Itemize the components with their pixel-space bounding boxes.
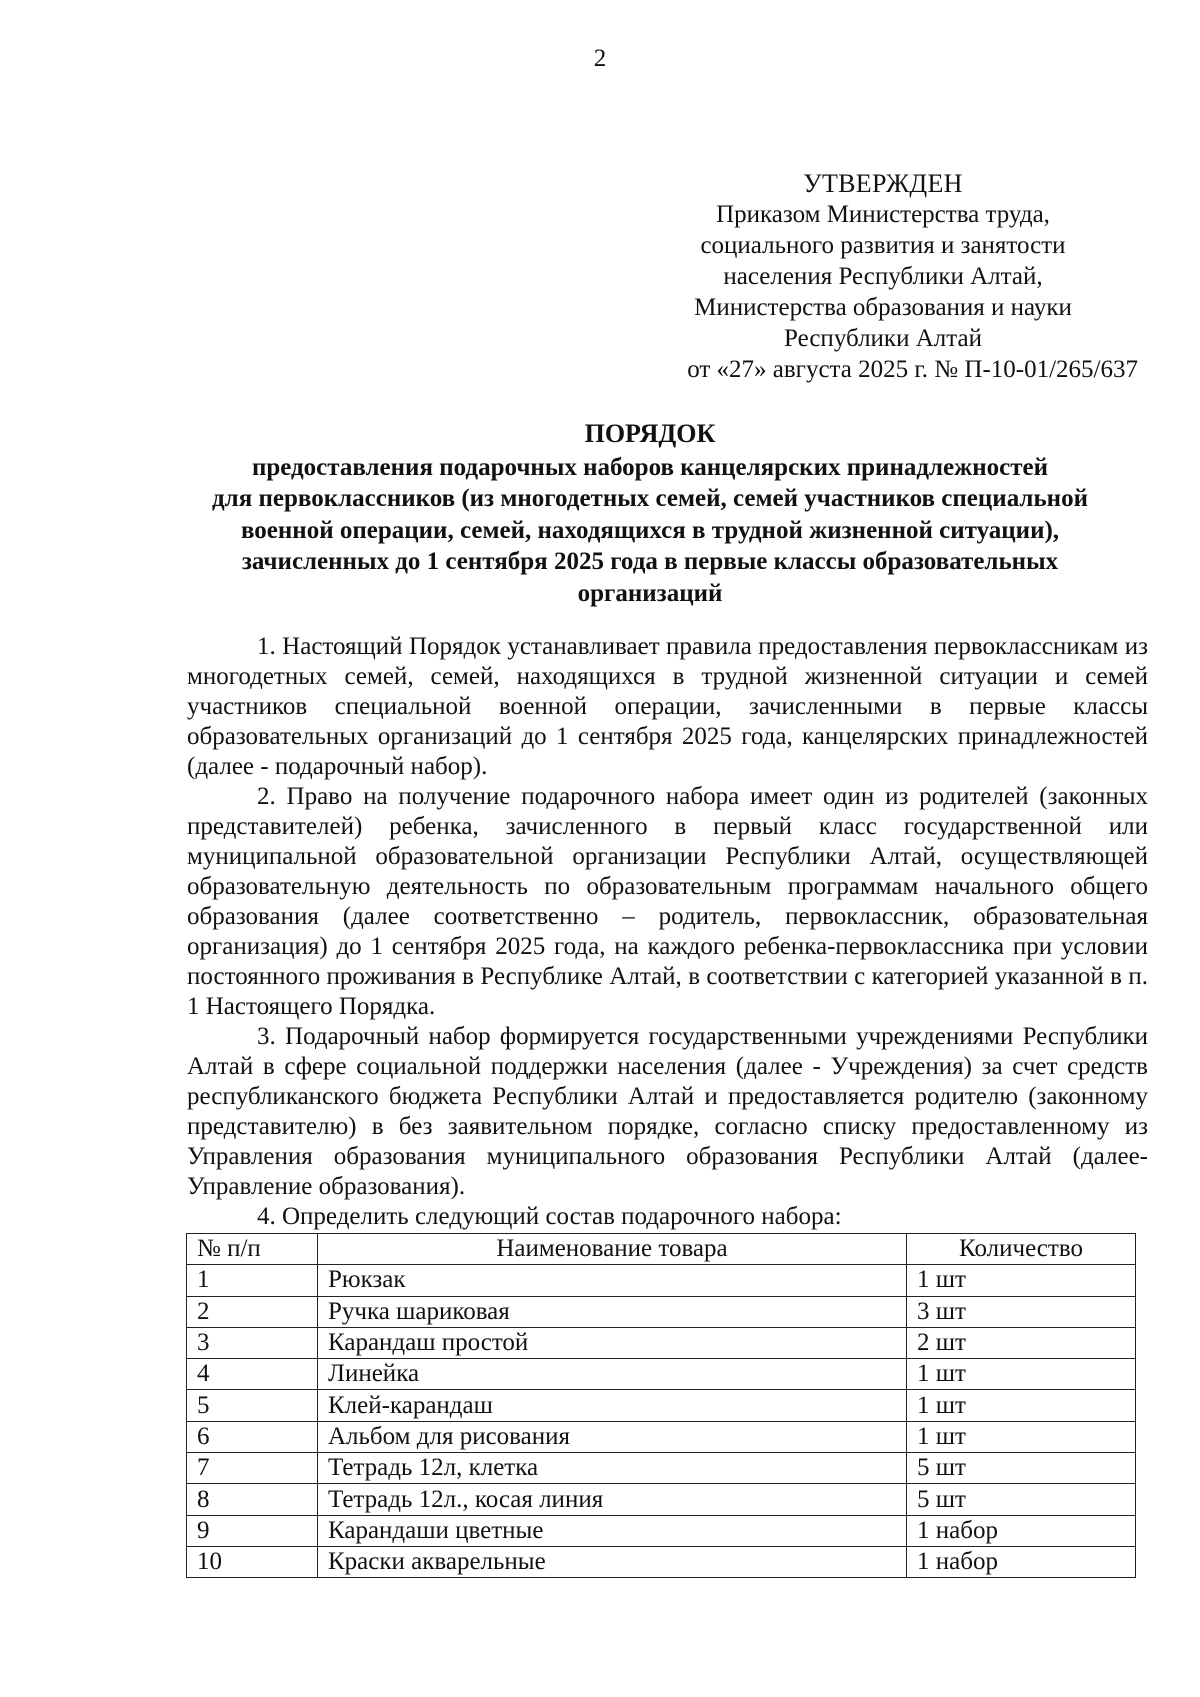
cell-quantity: 3 шт bbox=[907, 1296, 1136, 1327]
cell-item-name: Тетрадь 12л, клетка bbox=[318, 1453, 907, 1484]
table-row bbox=[187, 1265, 1136, 1296]
paragraph-1: 1. Настоящий Порядок устанавливает правила предоставления первоклассникам из многодетных семей, семей, находящихся в трудной жизненной ситуации и семей участников специальной военной операции, зачисленными в первые классы образовательных организаций до 1 сентября 2025 года, канцелярских принадлежностей (далее - подарочный набор). bbox=[187, 633, 1148, 780]
table-row bbox=[187, 1359, 1136, 1390]
cell-item-name: Клей-карандаш bbox=[318, 1390, 907, 1421]
paragraph-2: 2. Право на получение подарочного набора имеет один из родителей (законных представителей) ребенка, зачисленного в первый класс государственной или муниципальной образовательной организации Республики Алтай, осуществляющей образовательную деятельность по образовательным программам начального общего образования (далее соответственно – родитель, первоклассник, образовательная организация) до 1 сентября 2025 года, на каждого ребенка-первоклассника при условии постоянного проживания в Республике Алтай, в соответствии с категорией указанной в п. 1 Настоящего Порядка. bbox=[187, 783, 1148, 1020]
paragraph-3: 3. Подарочный набор формируется государственными учреждениями Республики Алтай в сфере социальной поддержки населения (далее - Учреждения) за счет средств республиканского бюджета Республики Алтай и предоставляется родителю (законному представителю) в без заявительном порядке, согласно списку предоставленному из Управления образования муниципального образования Республики Алтай (далее-Управление образования). bbox=[187, 1023, 1148, 1200]
cell-number: 7 bbox=[187, 1453, 318, 1484]
cell-number: 3 bbox=[187, 1327, 318, 1358]
table-row bbox=[187, 1390, 1136, 1421]
cell-item-name: Карандаш простой bbox=[318, 1327, 907, 1358]
approval-line: Республики Алтай bbox=[784, 325, 982, 352]
cell-quantity: 1 набор bbox=[907, 1515, 1136, 1546]
approval-heading: УТВЕРЖДЕН bbox=[803, 169, 963, 198]
cell-quantity: 1 шт bbox=[907, 1359, 1136, 1390]
document-subtitle-line: организаций bbox=[577, 579, 723, 607]
approval-line: населения Республики Алтай, bbox=[723, 263, 1043, 290]
table-row bbox=[187, 1546, 1136, 1577]
table-row bbox=[187, 1484, 1136, 1515]
cell-item-name: Тетрадь 12л., косая линия bbox=[318, 1484, 907, 1515]
cell-item-name: Линейка bbox=[318, 1359, 907, 1390]
cell-quantity: 1 шт bbox=[907, 1421, 1136, 1452]
table-header-row bbox=[187, 1234, 1136, 1265]
approval-line: Приказом Министерства труда, bbox=[716, 201, 1050, 228]
cell-number: 5 bbox=[187, 1390, 318, 1421]
approval-line: Министерства образования и науки bbox=[694, 294, 1072, 321]
cell-quantity: 2 шт bbox=[907, 1327, 1136, 1358]
cell-item-name: Карандаши цветные bbox=[318, 1515, 907, 1546]
cell-number: 6 bbox=[187, 1421, 318, 1452]
cell-item-name: Альбом для рисования bbox=[318, 1421, 907, 1452]
cell-quantity: 5 шт bbox=[907, 1484, 1136, 1515]
approval-stamp-block bbox=[628, 168, 1138, 385]
cell-quantity: 1 шт bbox=[907, 1390, 1136, 1421]
table-row bbox=[187, 1421, 1136, 1452]
cell-number: 4 bbox=[187, 1359, 318, 1390]
document-subtitle-line: для первоклассников (из многодетных семей, семей участников специальной bbox=[212, 485, 1088, 512]
document-body bbox=[187, 632, 1148, 1232]
document-title-block bbox=[150, 418, 1150, 609]
cell-number: 8 bbox=[187, 1484, 318, 1515]
cell-number: 10 bbox=[187, 1546, 318, 1577]
page-number: 2 bbox=[593, 45, 607, 72]
table-row bbox=[187, 1296, 1136, 1327]
document-subtitle-line: военной операции, семей, находящихся в трудной жизненной ситуации), bbox=[240, 516, 1060, 544]
approval-line: социального развития и занятости bbox=[700, 232, 1066, 259]
header-item-name: Наименование товара bbox=[318, 1234, 907, 1265]
paragraph-4: 4. Определить следующий состав подарочного набора: bbox=[257, 1203, 842, 1230]
cell-number: 2 bbox=[187, 1296, 318, 1327]
table-row bbox=[187, 1515, 1136, 1546]
cell-quantity: 1 набор bbox=[907, 1546, 1136, 1577]
table-row bbox=[187, 1327, 1136, 1358]
cell-number: 9 bbox=[187, 1515, 318, 1546]
document-subtitle-line: зачисленных до 1 сентября 2025 года в первые классы образовательных bbox=[241, 548, 1059, 575]
header-number: № п/п bbox=[187, 1234, 318, 1265]
cell-item-name: Ручка шариковая bbox=[318, 1296, 907, 1327]
cell-quantity: 1 шт bbox=[907, 1265, 1136, 1296]
header-quantity: Количество bbox=[907, 1234, 1136, 1265]
approval-date-line: от «27» августа 2025 г. № П-10-01/265/637 bbox=[687, 356, 1138, 383]
cell-item-name: Краски акварельные bbox=[318, 1546, 907, 1577]
document-subtitle-line: предоставления подарочных наборов канцелярских принадлежностей bbox=[251, 453, 1049, 481]
document-title: ПОРЯДОК bbox=[584, 419, 716, 448]
table-row bbox=[187, 1453, 1136, 1484]
cell-number: 1 bbox=[187, 1265, 318, 1296]
cell-quantity: 5 шт bbox=[907, 1453, 1136, 1484]
gift-set-table bbox=[186, 1233, 1136, 1578]
cell-item-name: Рюкзак bbox=[318, 1265, 907, 1296]
